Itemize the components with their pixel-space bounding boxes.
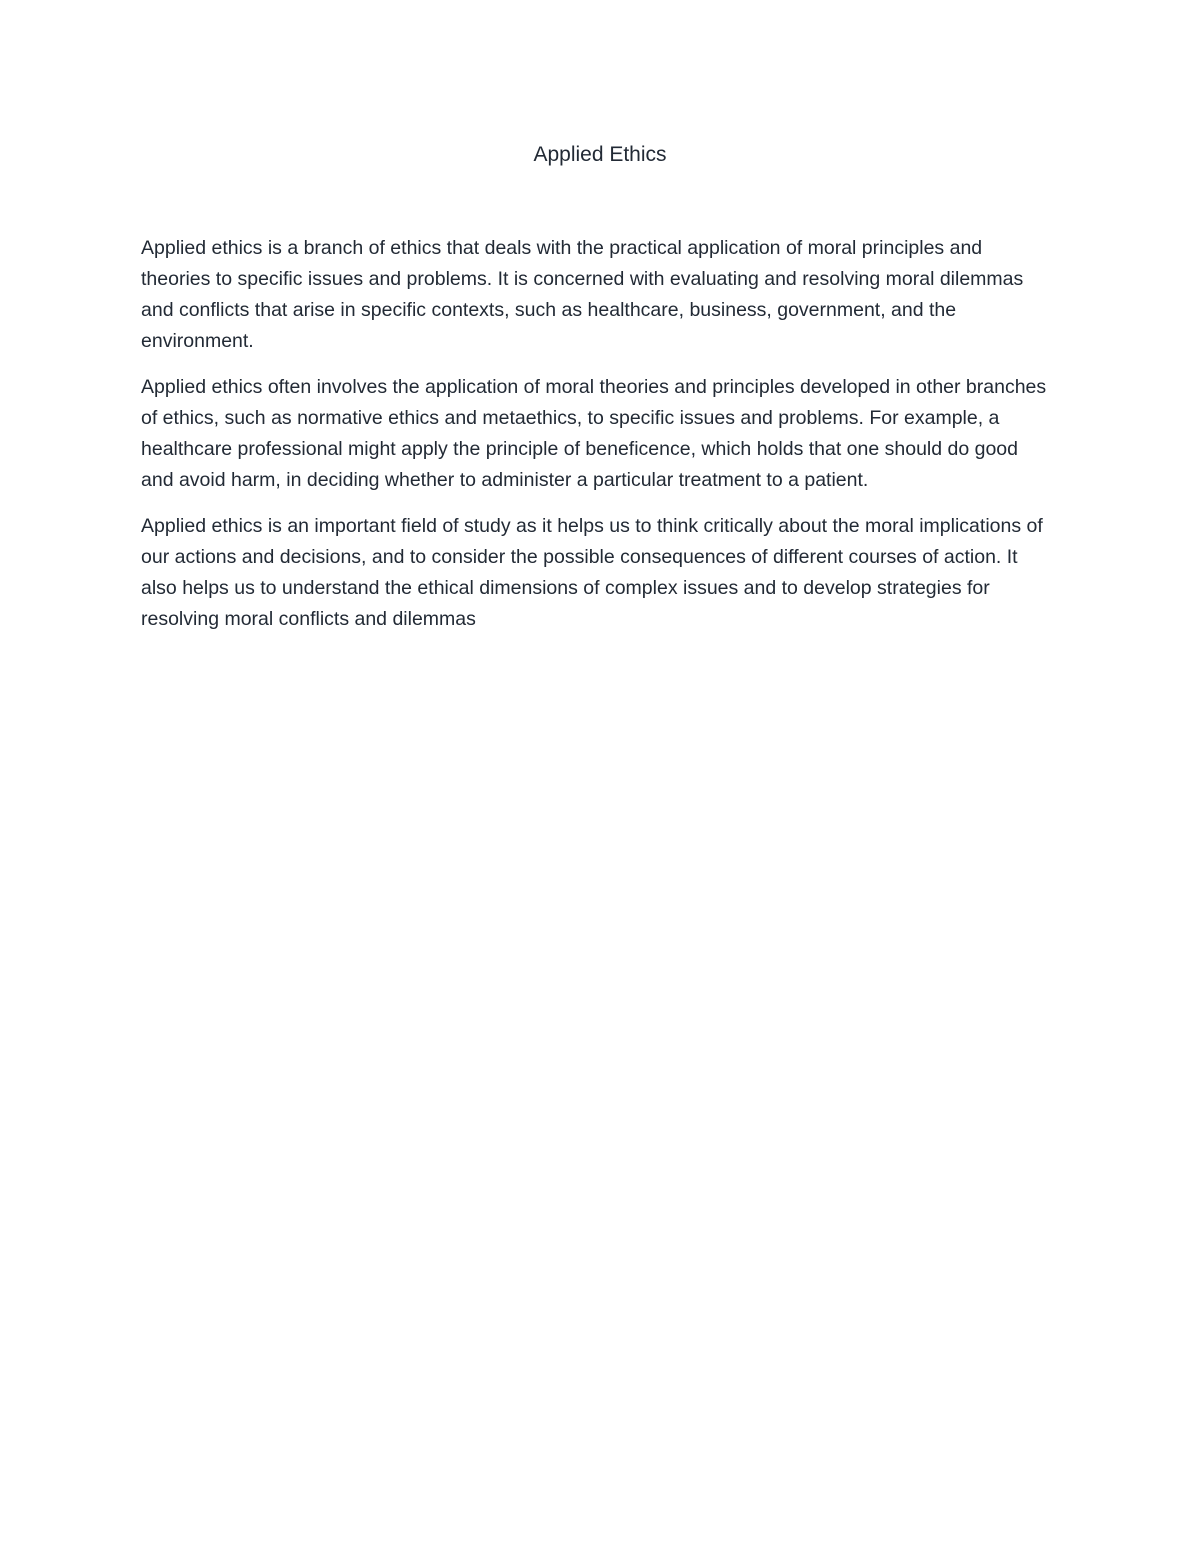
paragraph-importance: Applied ethics is an important field of study as it helps us to think critically about the moral implications of our actions and decisions, and to consider the possible consequences of different courses of action. It also helps us to understand the ethical dimensions of complex issues and to develop strategies for resolving moral conflicts and dilemmas (141, 515, 1043, 630)
document-body (141, 233, 1053, 650)
paragraph-application: Applied ethics often involves the application of moral theories and principles developed in other branches of ethics, such as normative ethics and metaethics, to specific issues and problems. For example, a healthcare professional might apply the principle of beneficence, which holds that one should do good and avoid harm, in deciding whether to administer a particular treatment to a patient. (141, 376, 1047, 491)
document-title: Applied Ethics (533, 143, 667, 166)
paragraph-definition: Applied ethics is a branch of ethics that deals with the practical application of moral principles and theories to specific issues and problems. It is concerned with evaluating and resolving moral dilemmas and conflicts that arise in specific contexts, such as healthcare, business, government, and the environment. (141, 237, 1024, 352)
